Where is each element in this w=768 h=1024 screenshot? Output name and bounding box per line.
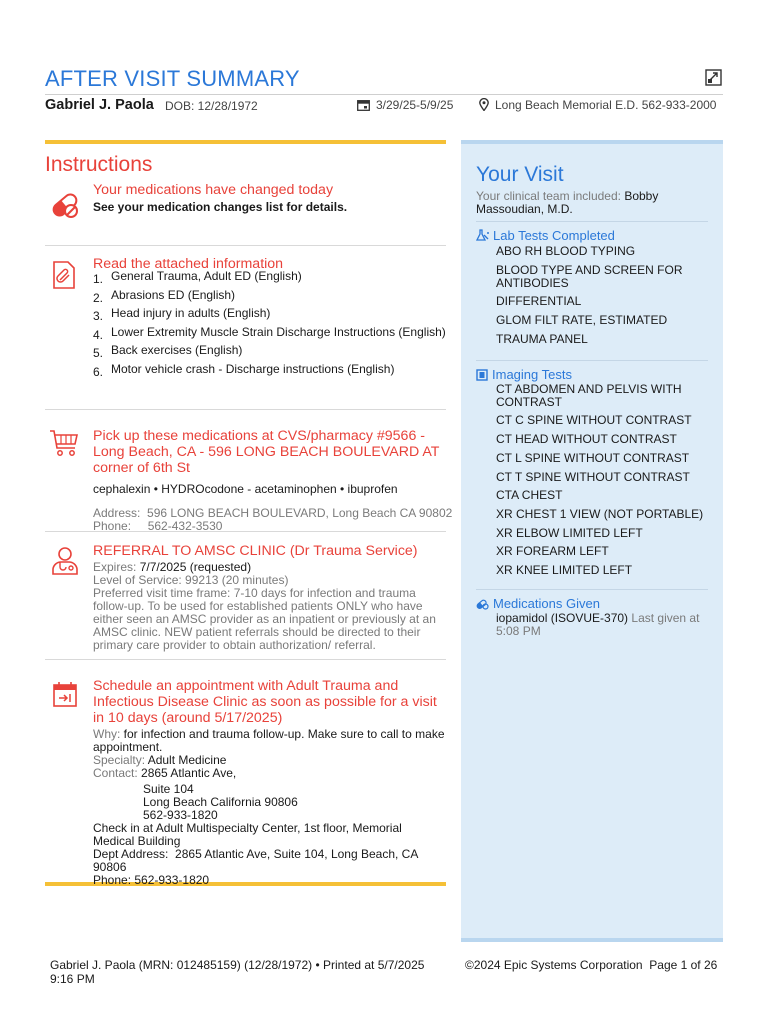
imaging-tests-list	[496, 383, 708, 577]
imaging-test: CT ABDOMEN AND PELVIS WITH CONTRAST	[496, 381, 682, 409]
attached-info-item-2[interactable]: 2. Abrasions ED (English)	[93, 287, 236, 305]
referral-expires: Expires: 7/7/2025 (requested)	[93, 560, 252, 574]
appointment-item	[45, 660, 446, 887]
lab-test: TRAUMA PANEL	[496, 331, 588, 346]
clinical-team: Your clinical team included: Bobby Massoudian, M.D.	[476, 189, 659, 216]
appointment-contact-city: Long Beach California 90806	[143, 795, 298, 809]
header-divider	[45, 94, 723, 95]
your-visit-title: Your Visit	[476, 163, 564, 186]
instructions-title: Instructions	[45, 153, 153, 176]
attached-info-item-5[interactable]: 5. Back exercises (English)	[93, 343, 243, 360]
visit-dates-text: 3/29/25-5/9/25	[376, 98, 454, 112]
visit-dates	[357, 98, 453, 112]
imaging-test: CT L SPINE WITHOUT CONTRAST	[496, 450, 690, 465]
imaging-tests-heading: Imaging Tests	[476, 367, 708, 382]
medication-changes-detail: See your medication changes list for details.	[93, 200, 348, 214]
appointment-why: Why: for infection and trauma follow-up. Make sure to call to make appointment.	[93, 727, 445, 754]
pharmacy-phone: Phone: 562-432-3530	[93, 519, 223, 533]
visit-divider	[476, 221, 708, 222]
visit-location-text: Long Beach Memorial E.D. 562-933-2000	[495, 98, 717, 112]
medication-changes-heading: Your medications have changed today	[93, 182, 334, 198]
print-icon[interactable]	[705, 69, 722, 86]
appointment-contact-phone: 562-933-1820	[143, 808, 218, 822]
appointment-checkin: Check in at Adult Multispecialty Center, 1st floor, Memorial Medical Building	[93, 821, 402, 848]
medications-given-heading: Medications Given	[476, 596, 708, 611]
footer-copyright-page: ©2024 Epic Systems Corporation Page 1 of 26	[465, 958, 718, 972]
document-title: AFTER VISIT SUMMARY	[45, 66, 300, 91]
lab-divider	[476, 360, 708, 361]
imaging-test: XR KNEE LIMITED LEFT	[496, 562, 633, 577]
lab-test: BLOOD TYPE AND SCREEN FOR ANTIBODIES	[496, 262, 683, 290]
imaging-test: CTA CHEST	[496, 488, 563, 503]
referral-heading: REFERRAL TO AMSC CLINIC (Dr Trauma Service)	[93, 543, 418, 559]
attachment-icon	[53, 261, 75, 294]
lab-tests-list	[496, 245, 708, 346]
pill-icon	[49, 189, 81, 226]
attached-info-item-6[interactable]: 6. Motor vehicle crash - Discharge instructions (English)	[93, 361, 395, 379]
location-pin-icon	[479, 98, 489, 111]
flask-icon	[476, 229, 489, 242]
appointment-phone: Phone: 562-933-1820	[93, 873, 210, 887]
imaging-icon	[476, 369, 488, 381]
calendar-appointment-icon	[53, 682, 77, 713]
pharmacy-item	[45, 410, 453, 533]
attached-info-item-3[interactable]: 3. Head injury in adults (English)	[93, 306, 271, 323]
lab-test: ABO RH BLOOD TYPING	[496, 244, 636, 258]
shopping-cart-icon	[49, 428, 79, 463]
instructions-section	[45, 140, 453, 887]
appointment-dept-address: Dept Address: 2865 Atlantic Ave, Suite 104, Long Beach, CA 90806	[93, 847, 422, 874]
patient-dob: DOB: 12/28/1972	[165, 99, 258, 113]
calendar-icon	[357, 99, 370, 111]
appointment-specialty: Specialty: Adult Medicine	[93, 753, 227, 767]
instructions-top-bar	[45, 140, 446, 144]
medication-icon	[476, 598, 489, 610]
imaging-test: XR CHEST 1 VIEW (NOT PORTABLE)	[496, 506, 704, 521]
pharmacy-medications: cephalexin • HYDROcodone - acetaminophen • ibuprofen	[93, 482, 398, 496]
lab-tests-heading: Lab Tests Completed	[476, 228, 708, 243]
appointment-heading: Schedule an appointment with Adult Trauma and Infectious Disease Clinic as soon as possible for a visit in 10 days (around 5/17/2025)	[93, 678, 437, 726]
imaging-test: XR FOREARM LEFT	[496, 544, 609, 559]
attached-info-heading: Read the attached information	[93, 256, 284, 272]
lab-test: GLOM FILT RATE, ESTIMATED	[496, 313, 668, 328]
doctor-icon	[51, 546, 79, 581]
patient-name: Gabriel J. Paola	[45, 97, 154, 113]
referral-level: Level of Service: 99213 (20 minutes)	[93, 573, 289, 587]
attached-info-item	[45, 246, 446, 410]
imaging-test: CT T SPINE WITHOUT CONTRAST	[496, 469, 690, 484]
imaging-divider	[476, 589, 708, 590]
footer-patient-info: Gabriel J. Paola (MRN: 012485159) (12/28/1972) • Printed at 5/7/2025 9:16 PM	[50, 958, 425, 986]
appointment-contact-suite: Suite 104	[143, 782, 194, 796]
appointment-contact: Contact: 2865 Atlantic Ave,	[93, 766, 237, 780]
pharmacy-address: Address: 596 LONG BEACH BOULEVARD, Long Beach CA 90802	[93, 506, 453, 520]
referral-notes: Preferred visit time frame: 7-10 days for infection and trauma follow-up. To be used for established patients ONLY who have either seen an AMSC provider as an inpatient or previously at an AMSC clinic. NEW patient referrals should be directed to their primary care provider to obtain authorization/ referral.	[93, 586, 436, 652]
your-visit-bottom-bar	[461, 938, 723, 942]
imaging-test: CT C SPINE WITHOUT CONTRAST	[496, 413, 692, 428]
imaging-test: CT HEAD WITHOUT CONTRAST	[496, 432, 677, 447]
lab-test: DIFFERENTIAL	[496, 294, 582, 309]
referral-item	[45, 532, 446, 660]
your-visit-panel	[461, 140, 723, 942]
imaging-test: XR ELBOW LIMITED LEFT	[496, 525, 643, 540]
patient-info-row	[45, 97, 723, 115]
medication-changes-item	[45, 179, 446, 246]
visit-location	[479, 98, 716, 112]
your-visit-top-bar	[461, 140, 723, 144]
attached-info-item-1[interactable]: 1. General Trauma, Adult ED (English)	[93, 269, 302, 286]
attached-info-item-4[interactable]: 4. Lower Extremity Muscle Strain Discharge Instructions (English)	[93, 324, 446, 342]
attached-info-list	[93, 269, 446, 379]
medication-given: iopamidol (ISOVUE-370) Last given at 5:08 PM	[496, 610, 700, 638]
pharmacy-heading: Pick up these medications at CVS/pharmacy #9566 - Long Beach, CA - 596 LONG BEACH BOULEVARD AT corner of 6th St	[93, 428, 440, 476]
